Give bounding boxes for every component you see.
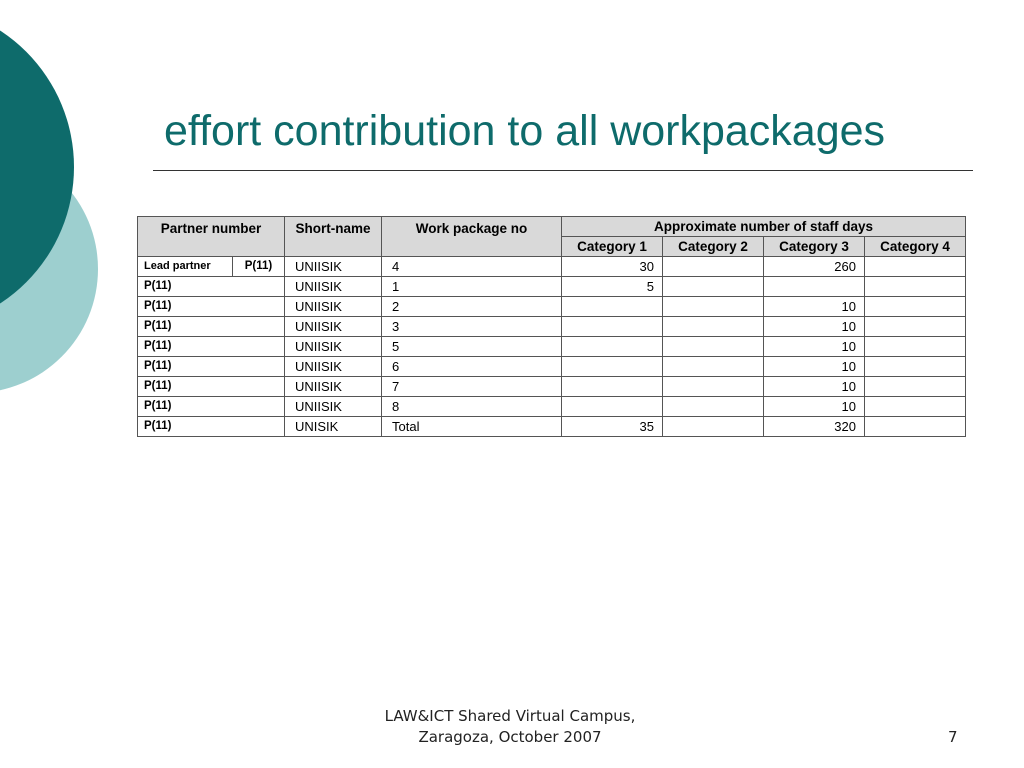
table-header [138, 217, 966, 257]
cell-category-4 [865, 397, 966, 417]
table-row [138, 277, 966, 297]
footer-line-2: Zaragoza, October 2007 [418, 728, 602, 746]
table-row [138, 297, 966, 317]
cell-short-name: UNIISIK [285, 337, 382, 357]
table-row [138, 357, 966, 377]
table-row [138, 397, 966, 417]
title-underline [153, 170, 973, 171]
cell-category-1: 5 [562, 277, 663, 297]
cell-category-4 [865, 317, 966, 337]
cell-partner-number: P(11) [138, 277, 285, 297]
cell-short-name: UNIISIK [285, 317, 382, 337]
cell-short-name: UNIISIK [285, 397, 382, 417]
cell-partner-number: P(11) [138, 417, 285, 437]
cell-category-1 [562, 377, 663, 397]
cell-category-3: 10 [764, 357, 865, 377]
cell-partner-number: P(11) [138, 377, 285, 397]
cell-partner-number: P(11) [138, 357, 285, 377]
cell-category-4 [865, 277, 966, 297]
effort-table [137, 216, 966, 437]
cell-category-2 [663, 417, 764, 437]
cell-category-2 [663, 257, 764, 277]
cell-category-1 [562, 397, 663, 417]
header-category-1: Category 1 [562, 237, 663, 257]
cell-category-4 [865, 377, 966, 397]
header-row-1 [138, 217, 966, 237]
cell-category-1 [562, 357, 663, 377]
header-category-2: Category 2 [663, 237, 764, 257]
header-partner-number: Partner number [138, 217, 285, 257]
table-row-lead [138, 257, 966, 277]
footer-line-1: LAW&ICT Shared Virtual Campus, [384, 707, 636, 725]
cell-category-2 [663, 357, 764, 377]
cell-category-2 [663, 397, 764, 417]
cell-work-package: 6 [382, 357, 562, 377]
cell-category-1 [562, 337, 663, 357]
cell-short-name: UNISIK [285, 417, 382, 437]
cell-short-name: UNIISIK [285, 297, 382, 317]
cell-category-3: 10 [764, 397, 865, 417]
cell-partner-number: P(11) [138, 337, 285, 357]
cell-work-package: 7 [382, 377, 562, 397]
table-body [138, 257, 966, 437]
cell-category-1 [562, 297, 663, 317]
cell-category-2 [663, 297, 764, 317]
cell-work-package: 2 [382, 297, 562, 317]
cell-category-4 [865, 357, 966, 377]
cell-category-3: 10 [764, 377, 865, 397]
table-row [138, 337, 966, 357]
cell-category-2 [663, 277, 764, 297]
page-number: 7 [948, 728, 958, 746]
cell-short-name: UNIISIK [285, 277, 382, 297]
slide-title: effort contribution to all workpackages [164, 107, 886, 155]
cell-short-name: UNIISIK [285, 257, 382, 277]
cell-category-2 [663, 317, 764, 337]
cell-partner-number: P(11) [138, 397, 285, 417]
header-staff-days: Approximate number of staff days [562, 217, 966, 237]
cell-work-package: 5 [382, 337, 562, 357]
cell-category-4 [865, 257, 966, 277]
cell-category-3: 260 [764, 257, 865, 277]
cell-work-package: 4 [382, 257, 562, 277]
cell-work-package: Total [382, 417, 562, 437]
cell-partner-number: P(11) [138, 297, 285, 317]
header-work-package-no: Work package no [382, 217, 562, 257]
cell-category-2 [663, 337, 764, 357]
lead-partner-number: P(11) [233, 257, 285, 277]
cell-short-name: UNIISIK [285, 357, 382, 377]
header-short-name: Short-name [285, 217, 382, 257]
header-category-4: Category 4 [865, 237, 966, 257]
cell-category-3: 320 [764, 417, 865, 437]
cell-category-4 [865, 297, 966, 317]
table-row [138, 377, 966, 397]
cell-partner-number: P(11) [138, 317, 285, 337]
header-category-3: Category 3 [764, 237, 865, 257]
slide-footer [340, 706, 680, 748]
cell-category-4 [865, 417, 966, 437]
cell-category-1: 35 [562, 417, 663, 437]
cell-category-1 [562, 317, 663, 337]
lead-partner-label: Lead partner [138, 257, 233, 277]
cell-work-package: 1 [382, 277, 562, 297]
cell-category-3: 10 [764, 297, 865, 317]
cell-category-3: 10 [764, 317, 865, 337]
cell-category-1: 30 [562, 257, 663, 277]
table-row-total [138, 417, 966, 437]
cell-category-3 [764, 277, 865, 297]
cell-work-package: 3 [382, 317, 562, 337]
table-row [138, 317, 966, 337]
cell-category-3: 10 [764, 337, 865, 357]
cell-short-name: UNIISIK [285, 377, 382, 397]
cell-category-4 [865, 337, 966, 357]
cell-category-2 [663, 377, 764, 397]
cell-work-package: 8 [382, 397, 562, 417]
